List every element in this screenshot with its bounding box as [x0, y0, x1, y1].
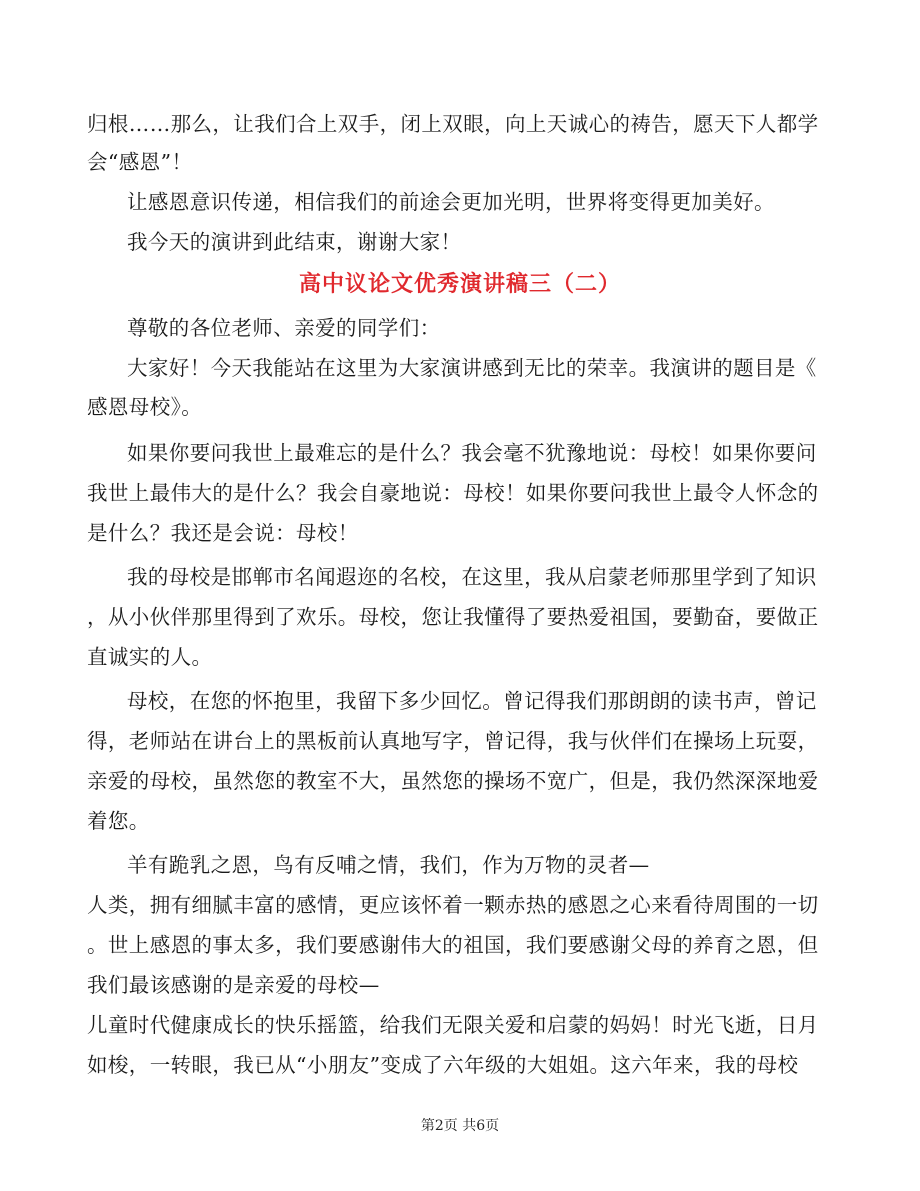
paragraph-line: 如梭，一转眼，我已从“小朋友”变成了六年级的大姐姐。这六年来，我的母校: [87, 1053, 799, 1077]
paragraph-line: 尊敬的各位老师、亲爱的同学们：: [127, 316, 441, 340]
paragraph-line: 人类，拥有细腻丰富的感情，更应该怀着一颗赤热的感恩之心来看待周围的一切: [87, 893, 819, 917]
paragraph-line: ，从小伙伴那里得到了欢乐。母校，您让我懂得了要热爱祖国，要勤奋，要做正: [87, 605, 819, 629]
paragraph-line: 得，老师站在讲台上的黑板前认真地写字，曾记得，我与伙伴们在操场上玩耍，: [87, 729, 819, 753]
paragraph-line: 亲爱的母校，虽然您的教室不大，虽然您的操场不宽广，但是，我仍然深深地爱: [87, 769, 819, 793]
page-footer: 第2页 共6页: [420, 1118, 500, 1134]
paragraph-line: 。世上感恩的事太多，我们要感谢伟大的祖国，我们要感谢父母的养育之恩，但: [87, 933, 819, 957]
paragraph-line: 我世上最伟大的是什么？我会自豪地说：母校！如果你要问我世上最令人怀念的: [87, 481, 819, 505]
paragraph-line: 归根……那么，让我们合上双手，闭上双眼，向上天诚心的祷告，愿天下人都学: [87, 112, 819, 136]
paragraph-line: 我们最该感谢的是亲爱的母校—: [87, 973, 380, 997]
paragraph-line: 羊有跪乳之恩，鸟有反哺之情，我们，作为万物的灵者—: [127, 853, 650, 877]
section-title: 高中议论文优秀演讲稿三（二）: [298, 271, 621, 297]
paragraph-line: 让感恩意识传递，相信我们的前途会更加光明，世界将变得更加美好。: [127, 190, 775, 214]
paragraph-line: 是什么？我还是会说：母校！: [87, 521, 359, 545]
paragraph-line: 我今天的演讲到此结束，谢谢大家！: [127, 230, 462, 254]
paragraph-line: 我的母校是邯郸市名闻遐迩的名校，在这里，我从启蒙老师那里学到了知识: [127, 565, 817, 589]
paragraph-line: 着您。: [87, 809, 150, 833]
paragraph-line: 大家好！今天我能站在这里为大家演讲感到无比的荣幸。我演讲的题目是《: [127, 356, 817, 380]
paragraph-line: 儿童时代健康成长的快乐摇篮，给我们无限关爱和启蒙的妈妈！时光飞逝，日月: [87, 1013, 819, 1037]
paragraph-line: 会“感恩”！: [87, 150, 193, 174]
paragraph-line: 感恩母校》。: [87, 395, 203, 419]
paragraph-line: 如果你要问我世上最难忘的是什么？我会毫不犹豫地说：母校！如果你要问: [127, 441, 817, 465]
paragraph-line: 直诚实的人。: [87, 645, 213, 669]
paragraph-line: 母校，在您的怀抱里，我留下多少回忆。曾记得我们那朗朗的读书声，曾记: [127, 689, 817, 713]
